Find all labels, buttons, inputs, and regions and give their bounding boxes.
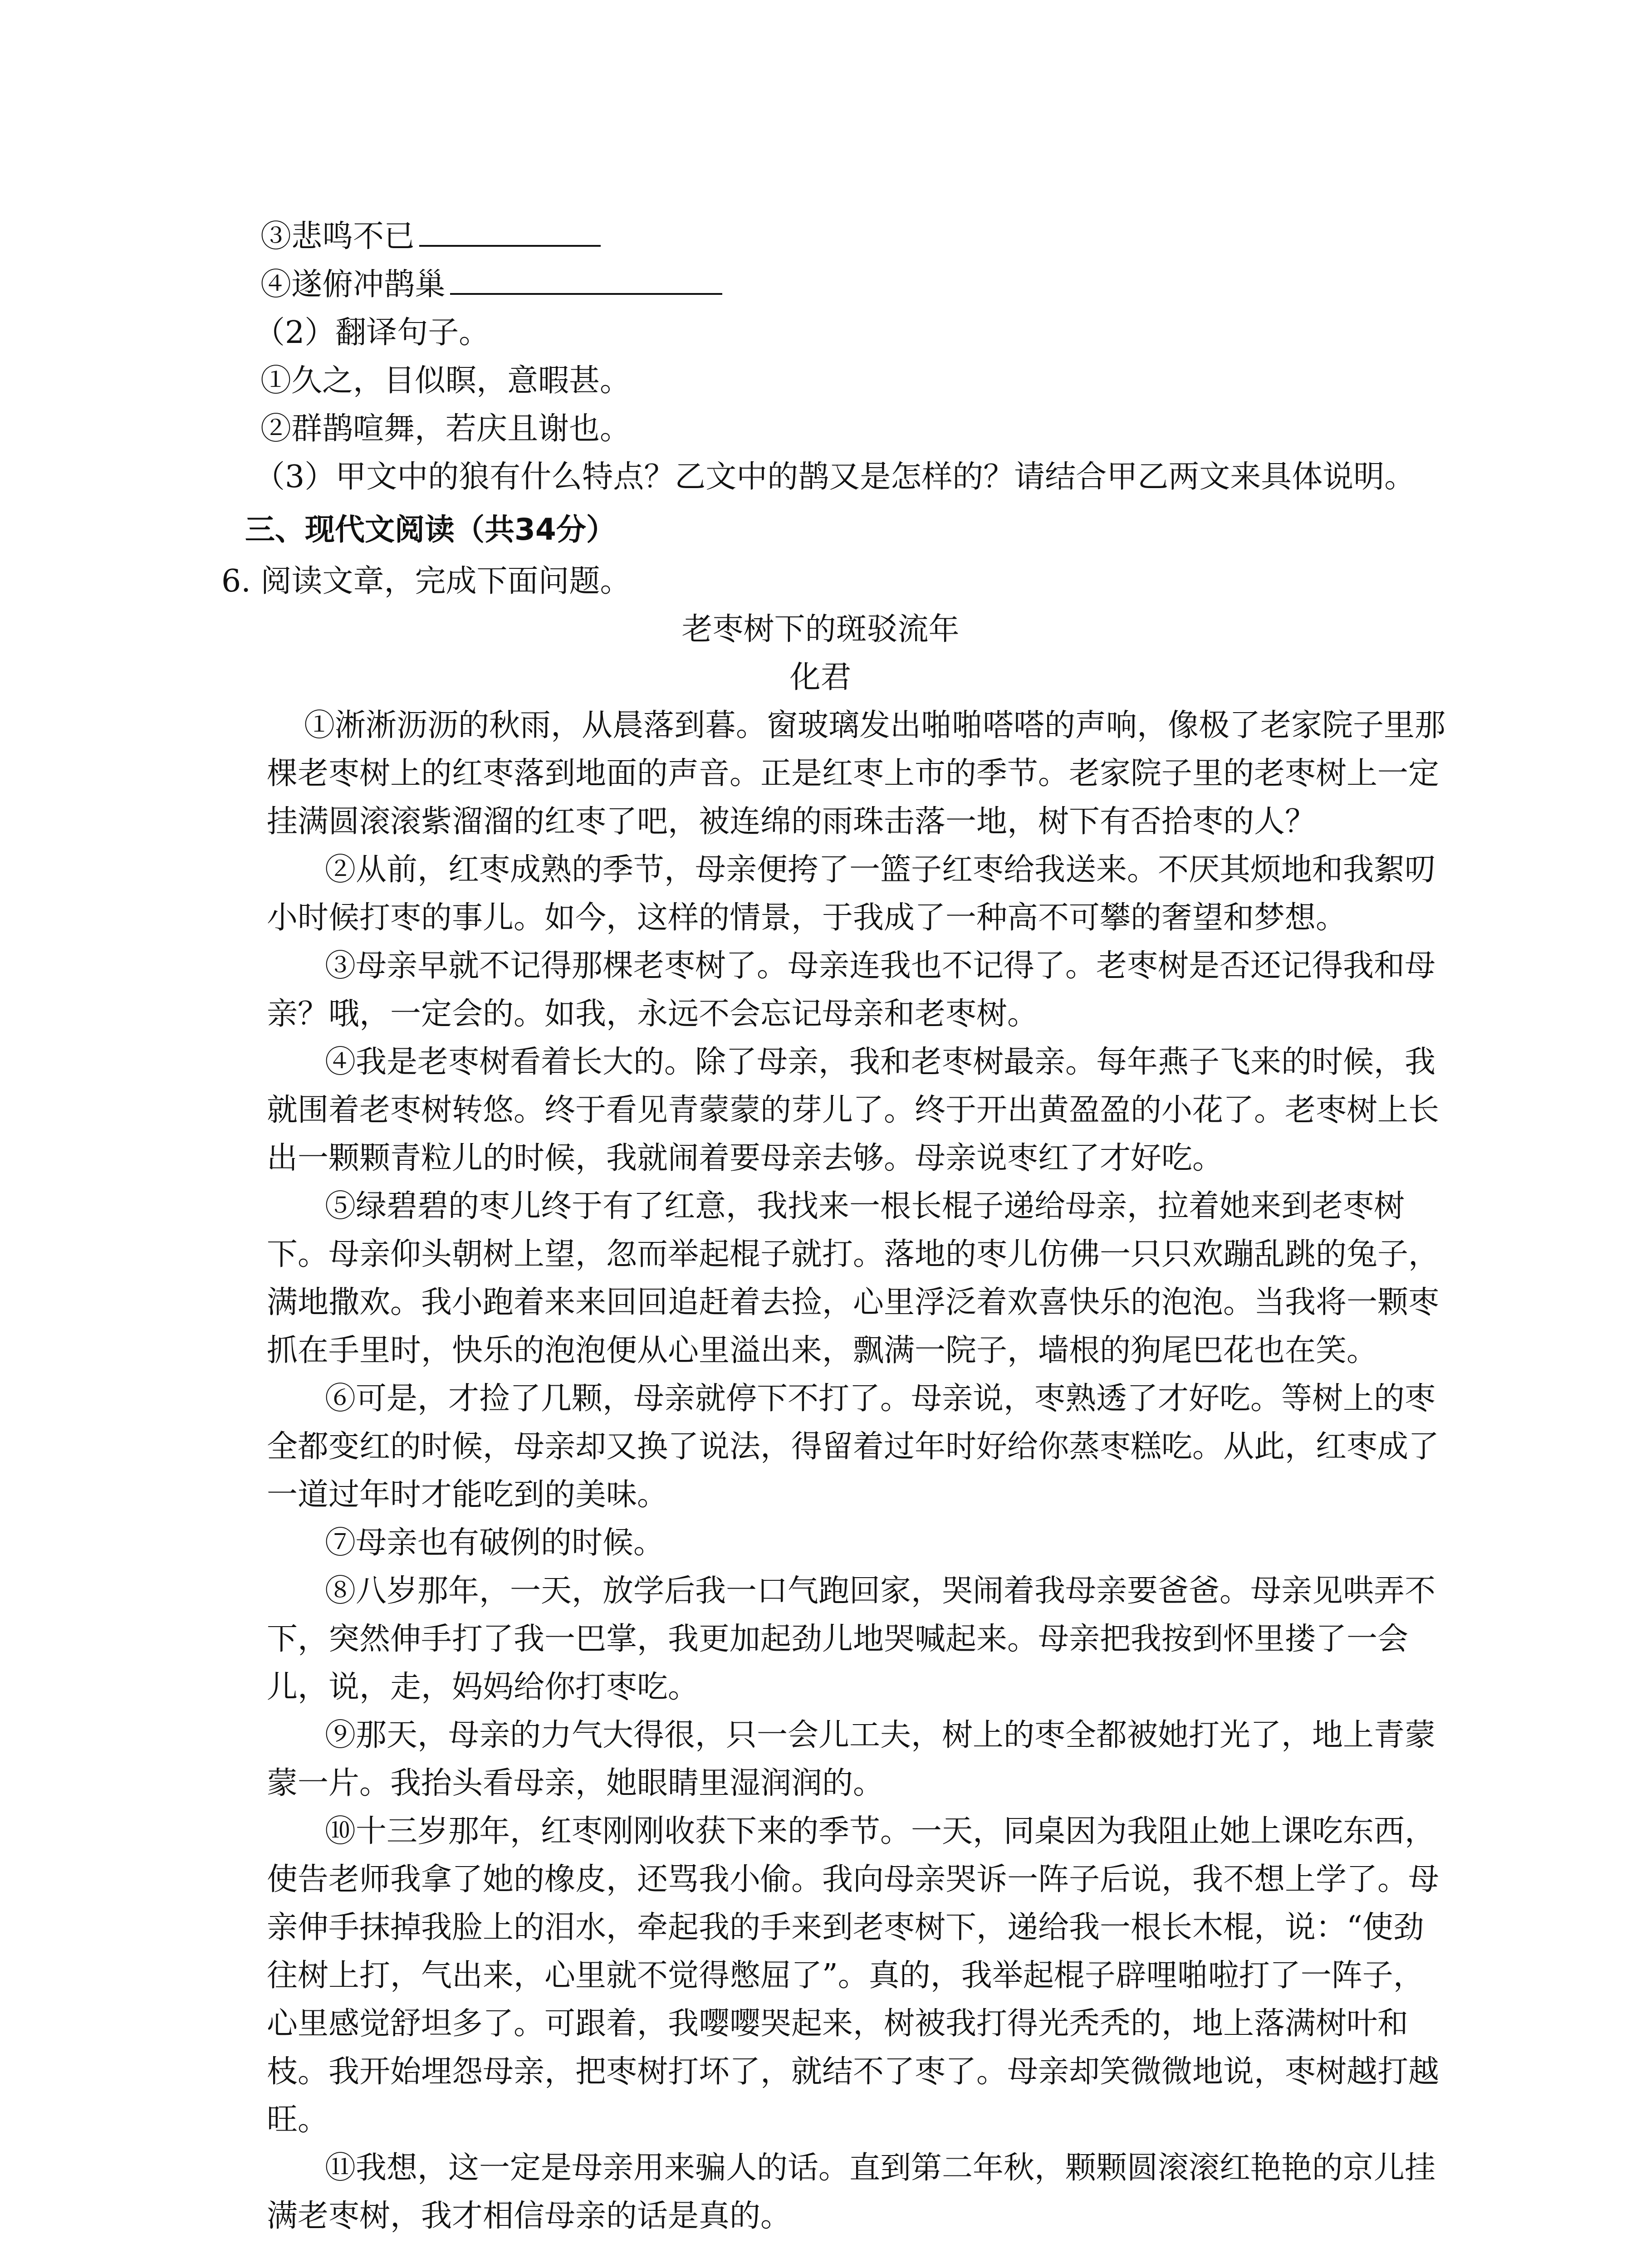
article-line: ⑪我想，这一定是母亲用来骗人的话。直到第二年秋，颗颗圆滚滚红艳艳的京儿挂 xyxy=(325,2150,1436,2186)
article-line: 满地撒欢。我小跑着来来回回追赶着去捡，心里浮泛着欢喜快乐的泡泡。当我将一颗枣 xyxy=(267,1285,1440,1320)
article-line: 一道过年时才能吃到的美味。 xyxy=(267,1477,668,1513)
item-4 xyxy=(260,262,722,308)
article-line: ⑥可是，才捡了几颗，母亲就停下不打了。母亲说，枣熟透了才好吃。等树上的枣 xyxy=(325,1381,1436,1417)
article-line: 儿，说，走，妈妈给你打枣吃。 xyxy=(267,1669,699,1705)
item-4-text: ④遂俯冲鹊巢 xyxy=(260,267,446,303)
article-line: ③母亲早就不记得那棵老枣树了。母亲连我也不记得了。老枣树是否还记得我和母 xyxy=(325,948,1436,984)
article-title: 老枣树下的斑驳流年 xyxy=(681,611,960,647)
article-line: 出一颗颗青粒儿的时候，我就闹着要母亲去够。母亲说枣红了才好吃。 xyxy=(267,1140,1224,1176)
translate-sentence-1: ①久之，目似瞑，意暇甚。 xyxy=(260,363,631,399)
article-line: ④我是老枣树看着长大的。除了母亲，我和老枣树最亲。每年燕子飞来的时候，我 xyxy=(325,1044,1436,1080)
article-line: ⑩十三岁那年，红枣刚刚收获下来的季节。一天，同桌因为我阻止她上课吃东西， xyxy=(325,1813,1436,1849)
article-line: 棵老枣树上的红枣落到地面的声音。正是红枣上市的季节。老家院子里的老枣树上一定 xyxy=(267,756,1440,792)
article-line: 使告老师我拿了她的橡皮，还骂我小偷。我向母亲哭诉一阵子后说，我不想上学了。母 xyxy=(267,1862,1440,1897)
article-line: ①淅淅沥沥的秋雨，从晨落到暮。窗玻璃发出啪啪嗒嗒的声响，像极了老家院子里那 xyxy=(304,708,1446,743)
article-line: 挂满圆滚滚紫溜溜的红枣了吧，被连绵的雨珠击落一地，树下有否拾枣的人？ xyxy=(267,804,1316,840)
item-3-text: ③悲鸣不已 xyxy=(260,219,415,254)
article-line: 蒙一片。我抬头看母亲，她眼睛里湿润润的。 xyxy=(267,1765,884,1801)
article-line: 满老枣树，我才相信母亲的话是真的。 xyxy=(267,2198,792,2234)
answer-blank-3[interactable] xyxy=(419,218,601,247)
article-line: 心里感觉舒坦多了。可跟着，我嘤嘤哭起来，树被我打得光秃秃的，地上落满树叶和 xyxy=(267,2006,1409,2042)
article-line: ⑨那天，母亲的力气大得很，只一会儿工夫，树上的枣全都被她打光了，地上青蒙 xyxy=(325,1717,1436,1753)
article-line: 就围着老枣树转悠。终于看见青蒙蒙的芽儿了。终于开出黄盈盈的小花了。老枣树上长 xyxy=(267,1092,1440,1128)
article-line: 旺。 xyxy=(267,2102,329,2138)
article-line: ⑦母亲也有破例的时候。 xyxy=(325,1525,665,1561)
article-line: 往树上打，气出来，心里就不觉得憋屈了”。真的，我举起棍子辟哩啪啦打了一阵子， xyxy=(267,1958,1424,1994)
article-author: 化君 xyxy=(789,660,852,695)
article-line: 枝。我开始埋怨母亲，把枣树打坏了，就结不了枣了。母亲却笑微微地说，枣树越打越 xyxy=(267,2054,1440,2090)
article-line: ②从前，红枣成熟的季节，母亲便挎了一篮子红枣给我送来。不厌其烦地和我絮叨 xyxy=(325,852,1436,888)
article-line: ⑤绿碧碧的枣儿终于有了红意，我找来一根长棍子递给母亲，拉着她来到老枣树 xyxy=(325,1188,1405,1224)
article-line: 亲伸手抹掉我脸上的泪水，牵起我的手来到老枣树下，递给我一根长木棍，说：“使劲 xyxy=(267,1910,1424,1945)
translate-sentence-2: ②群鹊喧舞，若庆且谢也。 xyxy=(260,411,631,447)
answer-blank-4[interactable] xyxy=(450,266,722,295)
translate-heading: （2）翻译句子。 xyxy=(254,315,490,351)
article-line: 亲？哦，一定会的。如我，永远不会忘记母亲和老枣树。 xyxy=(267,996,1038,1032)
article-line: 下。母亲仰头朝树上望，忽而举起棍子就打。落地的枣儿仿佛一只只欢蹦乱跳的兔子， xyxy=(267,1237,1440,1272)
question-6: 6. 阅读文章，完成下面问题。 xyxy=(221,563,631,599)
article-line: 全都变红的时候，母亲却又换了说法，得留着过年时好给你蒸枣糕吃。从此，红枣成了 xyxy=(267,1429,1440,1465)
article-line: 抓在手里时，快乐的泡泡便从心里溢出来，飘满一院子，墙根的狗尾巴花也在笑。 xyxy=(267,1333,1378,1369)
section-heading: 三、现代文阅读（共34分） xyxy=(245,512,616,547)
article-line: ⑧八岁那年，一天，放学后我一口气跑回家，哭闹着我母亲要爸爸。母亲见哄弄不 xyxy=(325,1573,1436,1609)
article-line: 下，突然伸手打了我一巴掌，我更加起劲儿地哭喊起来。母亲把我按到怀里搂了一会 xyxy=(267,1621,1409,1657)
article-line: 小时候打枣的事儿。如今，这样的情景，于我成了一种高不可攀的奢望和梦想。 xyxy=(267,900,1347,936)
item-3 xyxy=(260,214,601,259)
question-3: （3）甲文中的狼有什么特点？乙文中的鹊又是怎样的？请结合甲乙两文来具体说明。 xyxy=(254,459,1416,495)
